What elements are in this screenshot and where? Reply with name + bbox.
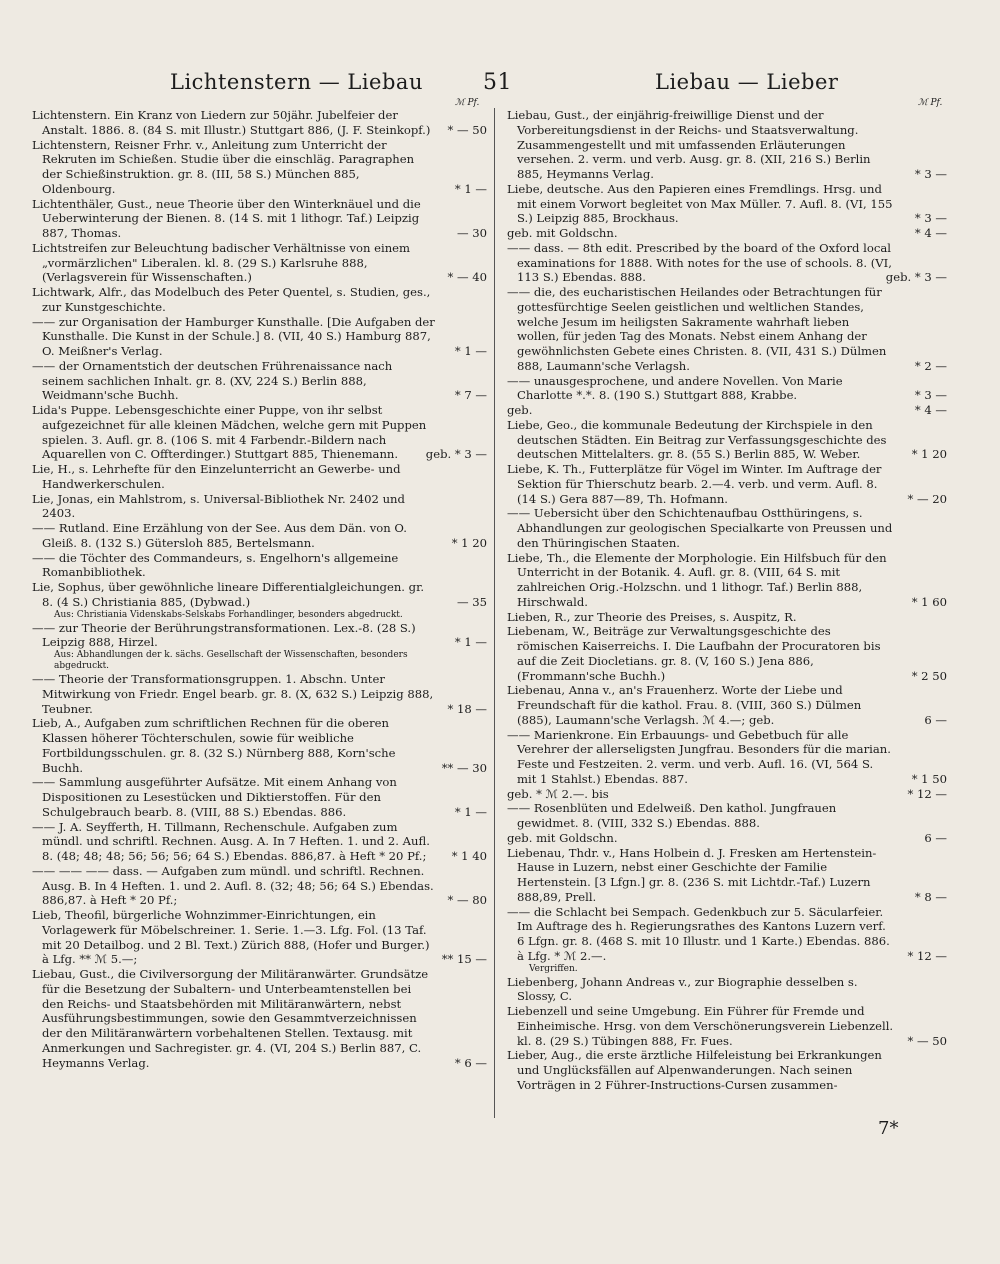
catalog-entry — [32, 864, 487, 908]
entry-text: —— Marienkrone. Ein Erbauungs- und Gebetbuch für alle Verehrer der allerseligsten Jungfrau. Besonders für die marian. Feste und Festzeiten. 2. verm. und verb. Aufl. 16. (VI, 564 S. mit 1 Stahlst.) Ebendas. 887. — [507, 727, 891, 786]
entry-price: 6 — — [924, 830, 947, 845]
catalog-entry — [507, 418, 947, 462]
entry-text: Liebe, deutsche. Aus den Papieren eines Fremdlings. Hrsg. und mit einem Vorwort begleitet von Max Müller. 7. Aufl. 8. (VI, 155 S.) Leipzig 885, Brockhaus. — [507, 181, 893, 226]
entry-text: —— die, des eucharistischen Heilandes oder Betrachtungen für gottesfürchtige Seelen geistlichen und weltlichen Standes, welche Jesum im heiligsten Sakramente wahrhaft lieben wollen, für jeden Tag des Monats. Nebst einem Anhang der gewöhnlichsten Gebete eines Christen. 8. (VII, 431 S.) Dülmen 888, Laumann'sche Verlagsh. — [507, 285, 887, 373]
entry-text: —— die Töchter des Commandeurs, s. Engelhorn's allgemeine Romanbibliothek. — [32, 550, 399, 580]
running-head-left: Lichtenstern — Liebau — [170, 70, 423, 94]
entry-price: * 8 — — [914, 889, 947, 904]
entry-text: Lieb, A., Aufgaben zum schriftlichen Rechnen für die oberen Klassen höherer Töchterschulen, sowie für weibliche Fortbildungsschulen. gr. 8. (32 S.) Nürnberg 888, Korn'sche Buchh. — [32, 716, 396, 775]
entry-price: * 3 — — [914, 167, 947, 181]
catalog-entry — [507, 728, 947, 787]
entry-price: 6 — — [924, 712, 947, 727]
catalog-entry — [32, 820, 487, 864]
entry-text: Lichtenstern. Ein Kranz von Liedern zur 50jähr. Jubelfeier der Anstalt. 1886. 8. (84 S. mit Illustr.) Stuttgart 886, (J. F. Steinkopf.) — [32, 108, 431, 137]
entry-price: * 3 — — [914, 388, 947, 403]
catalog-entry — [32, 672, 487, 716]
entry-price: * 6 — — [454, 1055, 487, 1070]
catalog-entry — [507, 831, 947, 846]
entry-text: —— Rutland. Eine Erzählung von der See. Aus dem Dän. von O. Gleiß. 8. (132 S.) Gütersloh 885, Bertelsmann. — [32, 521, 407, 550]
entry-price: — 30 — [456, 226, 487, 240]
catalog-entry — [32, 621, 487, 651]
column-divider — [494, 108, 495, 1118]
entry-price: * — 50 — [447, 122, 487, 137]
entry-price: * 1 50 — [911, 771, 947, 786]
entry-price: * 1 60 — [911, 594, 947, 609]
catalog-entry — [32, 315, 487, 359]
entry-text: Liebenau, Thdr. v., Hans Holbein d. J. Fresken am Hertenstein-Hause in Luzern, nebst einer Geschichte der Familie Hertenstein. [3 Lfgn.] gr. 8. (236 S. mit Lichtdr.-Taf.) Luzern 888,89, Prell. — [507, 845, 877, 904]
catalog-entry — [32, 716, 487, 775]
entry-text: —— J. A. Seyfferth, H. Tillmann, Rechenschule. Aufgaben zum mündl. und schriftl. Rechnen. Ausg. A. In 7 Heften. 1. und 2. Aufl. 8. (48; 48; 48; 56; 56; 56; 64 S.) Ebendas. 886,87. à Heft * 20 Pf.; — [32, 819, 430, 863]
catalog-entry — [507, 1004, 947, 1048]
catalog-entry — [507, 403, 947, 418]
entry-text: —— Sammlung ausgeführter Aufsätze. Mit einem Anhang von Dispositionen zu Lesestücken und Diktierstoffen. Für den Schulgebrauch bearb. 8. (VIII, 88 S.) Ebendas. 886. — [32, 775, 397, 819]
entry-price: * — 20 — [907, 491, 947, 506]
catalog-entry — [507, 285, 947, 374]
entry-price: * 2 50 — [911, 668, 947, 683]
entry-price: ** 15 — — [441, 952, 487, 967]
catalog-entry — [507, 801, 947, 831]
entry-price: * 18 — — [447, 701, 487, 716]
entry-text: Aus: Abhandlungen der k. sächs. Gesellschaft der Wissenschaften, besonders abgedruckt. — [54, 650, 408, 671]
entry-text: geb. mit Goldschn. — [507, 830, 618, 845]
entry-price: * 1 20 — [911, 447, 947, 462]
entry-text: Lieb, Theofil, bürgerliche Wohnzimmer-Einrichtungen, ein Vorlagewerk für Möbelschreiner. 1. Serie. 1.—3. Lfg. Fol. (13 Taf. mit 20 Detailbog. und 2 Bl. Text.) Zürich 888, (Hofer und Burger.) à Lfg. ** ℳ 5.—; — [32, 908, 430, 967]
catalog-entry — [32, 108, 487, 138]
catalog-entry — [507, 241, 947, 285]
entry-text: Lie, Sophus, über gewöhnliche lineare Differentialgleichungen. gr. 8. (4 S.) Christiania 885, (Dybwad.) — [32, 580, 425, 609]
entry-price: * 4 — — [914, 403, 947, 417]
catalog-entry — [32, 521, 487, 551]
catalog-entry — [507, 846, 947, 905]
left-column — [32, 108, 487, 1070]
catalog-entry — [32, 462, 487, 492]
catalog-entry — [507, 787, 947, 802]
entry-text: Vergriffen. — [529, 963, 578, 974]
entry-text: Lichtstreifen zur Beleuchtung badischer Verhältnisse von einem „vormärzlichen" Liberalen. kl. 8. (29 S.) Karlsruhe 888, (Verlagsverein für Wissenschaften.) — [32, 240, 411, 285]
entry-text: Liebau, Gust., die Civilversorgung der Militäranwärter. Grundsätze für die Besetzung der Subaltern- und Unterbeamtenstellen bei den Reichs- und Staatsbehörden mit Militäranwärtern, nebst Ausführungsbestimmungen, sowie den Gesammtverzeichnissen der den Militäranwärtern vorbehaltenen Stellen. Textausg. mit Anmerkungen und Sachregister. gr. 4. (VI, 204 S.) Berlin 887, C. Heymanns Verlag. — [32, 967, 429, 1070]
entry-text: Lichtenthäler, Gust., neue Theorie über den Winterknäuel und die Ueberwinterung der Bienen. 8. (14 S. mit 1 lithogr. Taf.) Leipzig 887, Thomas. — [32, 196, 421, 240]
entry-text: Lie, Jonas, ein Mahlstrom, s. Universal-Bibliothek Nr. 2402 und 2403. — [32, 491, 405, 521]
entry-text: —— der Ornamentstich der deutschen Frührenaissance nach seinem sachlichen Inhalt. gr. 8. (XV, 224 S.) Berlin 888, Weidmann'sche Buchh. — [32, 358, 393, 403]
catalog-entry — [507, 624, 947, 683]
catalog-entry — [507, 108, 947, 182]
entry-text: Lida's Puppe. Lebensgeschichte einer Puppe, von ihr selbst aufgezeichnet für alle kleinen Mädchen, welche gern mit Puppen spielen. 3. Aufl. gr. 8. (106 S. mit 4 Farbendr.-Bildern nach Aquarellen von C. Offterdinger.) Stuttgart 885, Thienemann. — [32, 403, 427, 462]
entry-price: * 3 — — [914, 211, 947, 226]
catalog-entry — [507, 683, 947, 727]
entry-price: * — 80 — [447, 893, 487, 908]
entry-text: —— Theorie der Transformationsgruppen. 1. Abschn. Unter Mitwirkung von Friedr. Engel bearb. gr. 8. (X, 632 S.) Leipzig 888, Teubner. — [32, 672, 434, 716]
catalog-entry — [32, 241, 487, 285]
entry-text: —— zur Theorie der Berührungstransformationen. Lex.-8. (28 S.) Leipzig 888, Hirzel. — [32, 620, 416, 650]
catalog-entry — [32, 403, 487, 462]
currency-label-left: ℳ Pf. — [455, 98, 480, 108]
catalog-entry — [32, 775, 487, 819]
entry-text: —— —— —— dass. — Aufgaben zum mündl. und schriftl. Rechnen. Ausg. B. In 4 Heften. 1. und 2. Aufl. 8. (32; 48; 56; 64 S.) Ebendas. 886,87. à Heft * 20 Pf.; — [32, 863, 434, 908]
entry-text: Aus: Christiania Videnskabs-Selskabs Forhandlinger, besonders abgedruckt. — [54, 609, 403, 620]
entry-price: ** — 30 — [441, 760, 487, 775]
right-column — [507, 108, 947, 1093]
entry-price: * — 40 — [447, 270, 487, 285]
catalog-entry — [507, 975, 947, 1005]
catalog-entry — [32, 551, 487, 581]
entry-price: * 7 — — [454, 388, 487, 403]
entry-text: geb. mit Goldschn. — [507, 226, 618, 240]
catalog-entry — [32, 610, 487, 621]
entry-text: Lichtwark, Alfr., das Modelbuch des Peter Quentel, s. Studien, ges., zur Kunstgeschichte. — [32, 285, 431, 314]
catalog-entry — [32, 908, 487, 967]
entry-text: Lieben, R., zur Theorie des Preises, s. Auspitz, R. — [507, 609, 797, 624]
catalog-entry — [507, 551, 947, 610]
catalog-entry — [32, 650, 487, 672]
entry-text: Liebau, Gust., der einjährig-freiwillige Dienst und der Vorbereitungsdienst in der Reichs- und Staatsverwaltung. Zusammengestellt und mit umfassenden Erläuterungen versehen. 2. verm. und verb. Ausg. gr. 8. (XII, 216 S.) Berlin 885, Heymanns Verlag. — [507, 108, 871, 181]
catalog-entry — [507, 462, 947, 506]
entry-price: * 2 — — [914, 358, 947, 373]
entry-text: Liebe, Geo., die kommunale Bedeutung der Kirchspiele in den deutschen Städten. Ein Beitrag zur Verfassungsgeschichte des deutschen Mittelalters. gr. 8. (55 S.) Berlin 885, W. Weber. — [507, 417, 887, 462]
entry-price: * 1 — — [454, 635, 487, 650]
entry-text: Lie, H., s. Lehrhefte für den Einzelunterricht an Gewerbe- und Handwerkerschulen. — [32, 462, 401, 491]
catalog-entry — [507, 374, 947, 404]
entry-text: Lieber, Aug., die erste ärztliche Hilfeleistung bei Erkrankungen und Unglücksfällen auf Alpenwanderungen. Nach seinen Vorträgen in 2 Führer-Instructions-Cursen zusammen- — [507, 1048, 882, 1092]
entry-text: Liebenberg, Johann Andreas v., zur Biographie desselben s. Slossy, C. — [507, 974, 858, 1004]
catalog-entry — [507, 905, 947, 964]
signature-mark: 7* — [878, 1118, 899, 1139]
entry-price: * 1 20 — [451, 535, 487, 550]
entry-text: Liebenzell und seine Umgebung. Ein Führer für Fremde und Einheimische. Hrsg. von dem Verschönerungsverein Liebenzell. kl. 8. (29 S.) Tübingen 888, Fr. Fues. — [507, 1004, 894, 1048]
entry-text: Liebenam, W., Beiträge zur Verwaltungsgeschichte des römischen Kaiserreichs. I. Die Laufbahn der Procuratoren bis auf die Zeit Diocletians. gr. 8. (V, 160 S.) Jena 886, (Frommann'sche Buchh.) — [507, 624, 881, 683]
entry-price: * 1 — — [454, 181, 487, 196]
entry-price: * 1 40 — [451, 849, 487, 863]
entry-text: —— die Schlacht bei Sempach. Gedenkbuch zur 5. Säcularfeier. Im Auftrage des h. Regierungsrathes des Kantons Luzern verf. 6 Lfgn. gr. 8. (468 S. mit 10 Illustr. und 1 Karte.) Ebendas. 886. à Lfg. * ℳ 2.—. — [507, 904, 890, 963]
entry-price: geb. * 3 — — [425, 447, 487, 462]
entry-price: * 1 — — [454, 804, 487, 819]
entry-price: * 12 — — [907, 786, 947, 801]
entry-text: geb. * ℳ 2.—. bis — [507, 786, 609, 801]
entry-text: —— zur Organisation der Hamburger Kunsthalle. [Die Aufgaben der Kunsthalle. Die Kunst in der Schule.] 8. (VII, 40 S.) Hamburg 887, O. Meißner's Verlag. — [32, 314, 435, 358]
entry-text: —— Uebersicht über den Schichtenaufbau Ostthüringens, s. Abhandlungen zur geologischen Specialkarte von Preussen und den Thüringischen Staaten. — [507, 506, 893, 550]
catalog-entry — [32, 580, 487, 610]
entry-price: * 4 — — [914, 226, 947, 240]
entry-text: —— unausgesprochene, und andere Novellen. Von Marie Charlotte *.*. 8. (190 S.) Stuttgart 888, Krabbe. — [507, 373, 843, 403]
catalog-entry — [507, 1048, 947, 1092]
catalog-entry — [32, 197, 487, 241]
catalog-entry — [32, 138, 487, 197]
entry-text: —— Rosenblüten und Edelweiß. Den kathol. Jungfrauen gewidmet. 8. (VIII, 332 S.) Ebendas. 888. — [507, 801, 837, 830]
entry-price: * 1 — — [454, 344, 487, 358]
catalog-entry — [507, 226, 947, 241]
entry-text: Liebenau, Anna v., an's Frauenherz. Worte der Liebe und Freundschaft für die kathol. Frau. 8. (VIII, 360 S.) Dülmen (885), Laumann'sche Verlagsh. ℳ 4.—; geb. — [507, 683, 862, 727]
catalog-entry — [32, 359, 487, 403]
page-number: 51 — [483, 70, 512, 95]
catalog-entry — [32, 967, 487, 1070]
entry-text: geb. — [507, 403, 533, 417]
running-head-right: Liebau — Lieber — [655, 70, 839, 94]
entry-price: * 12 — — [907, 948, 947, 963]
catalog-entry — [32, 285, 487, 315]
entry-price: geb. * 3 — — [885, 270, 947, 285]
entry-text: Liebe, Th., die Elemente der Morphologie. Ein Hilfsbuch für den Unterricht in der Botanik. 4. Aufl. gr. 8. (VIII, 64 S. mit zahlreichen Orig.-Holzschn. und 1 lithogr. Taf.) Berlin 888, Hirschwald. — [507, 550, 887, 609]
entry-text: Liebe, K. Th., Futterplätze für Vögel im Winter. Im Auftrage der Sektion für Thierschutz bearb. 2.—4. verb. und verm. Aufl. 8. (14 S.) Gera 887—89, Th. Hofmann. — [507, 462, 882, 506]
entry-text: —— dass. — 8th edit. Prescribed by the board of the Oxford local examinations for 1888. With notes for the use of schools. 8. (VI, 113 S.) Ebendas. 888. — [507, 240, 892, 285]
entry-price: * — 50 — [907, 1033, 947, 1048]
entry-text: Lichtenstern, Reisner Frhr. v., Anleitung zum Unterricht der Rekruten im Schießen. Studie über die einschläg. Paragraphen der Schießinstruktion. gr. 8. (III, 58 S.) München 885, Oldenbourg. — [32, 137, 415, 196]
entry-price: — 35 — [456, 594, 487, 609]
catalog-entry — [32, 492, 487, 522]
currency-label-right: ℳ Pf. — [918, 98, 943, 108]
catalog-entry — [507, 610, 947, 625]
catalog-entry — [507, 506, 947, 550]
catalog-entry — [507, 182, 947, 226]
catalog-entry — [507, 964, 947, 975]
